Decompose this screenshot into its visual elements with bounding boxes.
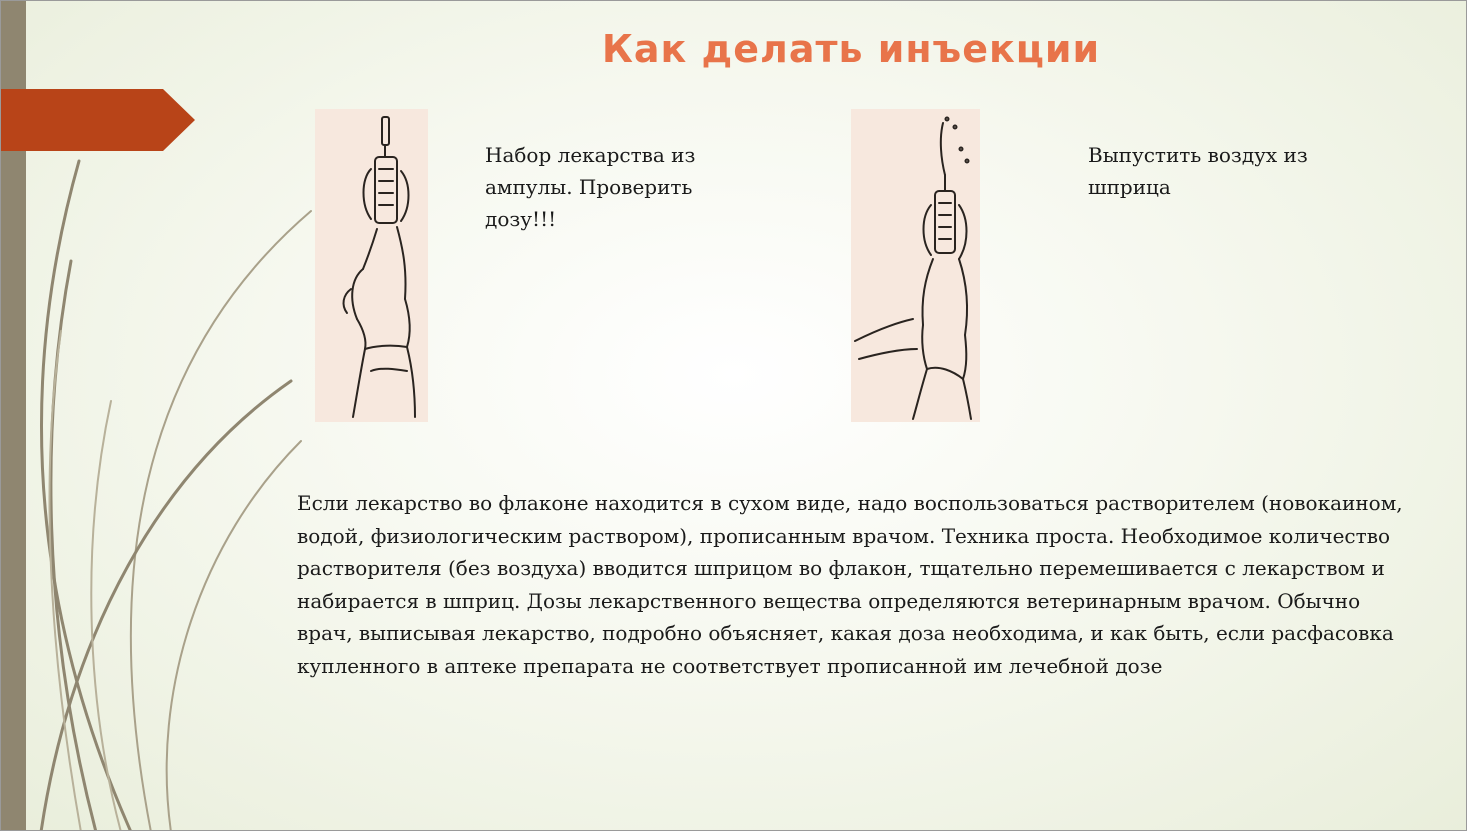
hand-expelling-air-from-syringe-drawing-icon [851,109,980,422]
step-1-caption: Набор лекарства из ампулы. Проверить дозу!!! [485,143,696,231]
slide-title: Как делать инъекции [601,27,1101,71]
step-2-caption: Выпустить воздух из шприца [1088,143,1308,199]
hand-holding-syringe-drawing-icon [315,109,428,422]
arrow-banner-icon [1,89,195,151]
body-paragraph: Если лекарство во флаконе находится в сухом виде, надо воспользоваться растворителем (новокаином, водой, физиологическим раствором), прописанным врачом. Техника проста. Необходимое количество растворителя (без воздуха) вводится шприцом во флакон, тщательно перемешивается с лекарством и набирается в шприц. Дозы лекарственного вещества определяются ветеринарным врачом. Обычно врач, выписывая лекарство, подробно объясняет, какая доза необходима, и как быть, если расфасовка купленного в аптеке препарата не соответствует прописанной им лечебной дозе [297,491,1403,678]
decorative-grass-lines [1,1,1467,831]
